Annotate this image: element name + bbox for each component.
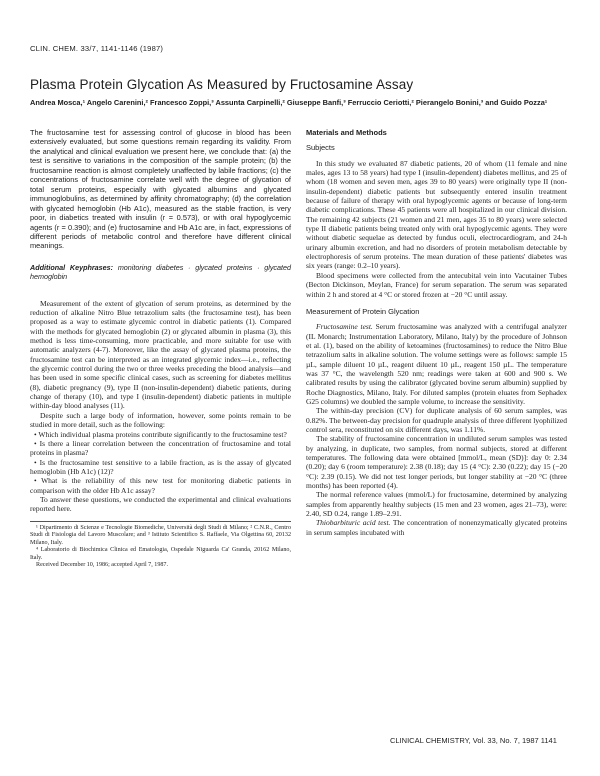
section-heading: Materials and Methods	[306, 128, 387, 137]
intro-paragraph: Measurement of the extent of glycation of serum proteins, as determined by the reduction of alkaline Nitro Blue tetrazolium salts (the fructosamine test), has been proposed as a way to estimate glycemic control in diabetic patients (1). Compared with the methods for glycated hemoglobin (2) or glycated albumin in plasma (3), this method is less time-consuming, more practicable, and more suitable for use with automatic analyzers (4-7). Moreover, like the assay of glycated plasma proteins, the fructosamine test can be interpreted as an integrated glycemic index—i.e., reflecting the glycemic control during the two or three weeks preceding the blood analysis—and has been used in some specific clinical cases, such as screening for diabetes mellitus (8), diabetic pregnancy (9), type II (non-insulin-dependent) diabetic patients, during change of therapy (10), and type I (insulin-dependent) diabetic patients in multiple within-day blood analyses (11).	[30, 298, 291, 411]
received-date: Received December 10, 1986; accepted April 7, 1987.	[36, 562, 168, 569]
keywords-text: monitoring diabetes · glycated proteins · glycated hemoglobin	[30, 262, 291, 282]
footnote: ¹ Dipartimento di Scienze e Tecnologie Biomediche, Università degli Studi di Milano; ² C.N.R., Centro Studi di Fisiologia del Lavoro Muscolare; and ³ Istituto Scientifico S. Raffaele, Via Olgettina 60, 20132 Milano, Italy.	[30, 524, 291, 546]
runin-fructosamine: Fructosamine test.	[316, 322, 373, 332]
left-column	[30, 128, 291, 570]
question-bullet: • Is there a linear correlation between the concentration of fructosamine and total proteins in plasma?	[30, 438, 291, 458]
keywords-label: Additional Keyphrases:	[30, 262, 114, 272]
question-bullet: • Is the fructosamine test sensitive to a labile fraction, as is the assay of glycated hemoglobin (Hb A1c) (12)?	[30, 457, 291, 476]
fructosamine-paragraph	[306, 322, 567, 406]
subsection-heading-subjects: Subjects	[306, 143, 335, 153]
author-list: Andrea Mosca,¹ Angelo Carenini,² Francesco Zoppi,³ Assunta Carpinelli,² Giuseppe Banfi,³ Ferruccio Ceriotti,² Pierangelo Bonini,³ and Guido Pozza¹	[30, 98, 548, 107]
footnote: ⁴ Laboratorio di Biochimica Clinica ed Ematologia, Ospedale Niguarda Ca' Granda, 20162 Milano, Italy.	[30, 547, 291, 561]
right-column	[306, 128, 567, 537]
intro-paragraph: Despite such a large body of information, however, some points remain to be studied in more detail, such as the following:	[30, 410, 291, 430]
runin-tba: Thiobarbituric acid test.	[316, 518, 391, 528]
page-footer: CLINICAL CHEMISTRY, Vol. 33, No. 7, 1987 1141	[390, 736, 557, 745]
tba-paragraph	[306, 518, 567, 537]
reference-paragraph: The normal reference values (mmol/L) for fructosamine, determined by analyzing samples from apparently healthy subjects (15 men and 23 women, ages 21–73), were: 2.40, SD 0.24, range 1.89–2.91.	[306, 490, 567, 519]
footnotes	[30, 521, 291, 570]
subsection-heading-measurement: Measurement of Protein Glycation	[306, 306, 420, 316]
journal-citation: CLIN. CHEM. 33/7, 1141-1146 (1987)	[30, 44, 164, 53]
article-title: Plasma Protein Glycation As Measured by Fructosamine Assay	[30, 77, 414, 92]
question-bullet: • What is the reliability of this new test for monitoring diabetic patients in comparison with the older Hb A1c assay?	[30, 476, 291, 495]
fructosamine-text: Serum fructosamine was analyzed with a centrifugal analyzer (IL Monarch; Instrumentation Laboratory, Milano, Italy) by the procedure of Johnson et al. (1), based on the ability of ketoamines (fructosamines) to reduce the Nitro Blue tetrazolium salts in alkaline solution. The volume settings were as follows: sample 15 µL, sample diluent 10 µL, reagent diluent 10 µL, reagent 150 µL. The temperature was 37 °C, the wavelength 520 nm; readings were taken at 600 and 900 s. We calibrated results by using the calibrator (glycated bovine serum albumin) supplied by Roche Diagnostics, Milano, Italy. For diluted samples (protein eluates from Sephadex G25 columns) we doubled the sample volume, to increase the sensitivity.	[306, 322, 567, 406]
question-bullet: • Which individual plasma proteins contribute significantly to the fructosamine test?	[34, 429, 287, 439]
keywords	[30, 263, 291, 282]
subjects-paragraph: Blood specimens were collected from the antecubital vein into Vacutainer Tubes (Becton Dickinson, Meylan, France) for serum separation. The serum was separated within 2 h and stored at 4 °C or stored frozen at −20 °C until assay.	[306, 270, 567, 299]
tba-text: The concentration of nonenzymatically glycated proteins in serum samples incubated with	[306, 518, 568, 537]
precision-paragraph: The within-day precision (CV) for duplicate analysis of 60 serum samples, was 0.82%. The between-day precision for quadruple analysis of three different lyophilized control sera, reconstituted on six different days, was 1.11%.	[306, 406, 567, 434]
intro-closing: To answer these questions, we conducted the experimental and clinical evaluations reported here.	[30, 494, 291, 514]
abstract: The fructosamine test for assessing control of glucose in blood has been extensively evaluated, but some questions remain regarding its validity. From the analytical and clinical evaluation we present here, we conclude that: (a) the test is sensitive to variations in the composition of the sample protein; (b) the fructosamine reaction is almost completely unaffected by labile fractions; (c) the concentrations of fructosamine correlate well with the degree of glycation of total serum proteins, especially with glycated albumins and glycated immunoglobulins, as determined by affinity chromatography; (d) the correlation with glycated hemoglobin (Hb A1c), measured as the stable fraction, is very poor, in diabetics treated with insulin (r = 0.573), or with oral hypoglycemic agents (r = 0.390); and (e) fructosamine and Hb A1c are, in fact, expressions of different periods of metabolic control and therefore have different clinical meanings.	[30, 128, 291, 251]
stability-paragraph: The stability of fructosamine concentration in undiluted serum samples was tested by analyzing, in duplicate, two samples, from normal subjects, stored at different temperatures. The following data were obtained [mmol/L, mean (SD)]: day 0: 2.34 (0.20); day 6 (room temperature): 2.38 (0.18); day 15 (4 °C): 2.30 (0.22); day 15 (−20 °C): 2.39 (0.15). We did not test longer periods, but longer stability at −20 °C (three months) has been reported (4).	[306, 434, 567, 491]
subjects-paragraph: In this study we evaluated 87 diabetic patients, 20 of whom (11 female and nine males, ages 13 to 58 years) had type I (insulin-dependent) diabetes mellitus, and 25 of whom (18 women and seven men, ages 39 to 80 years) were originally type II (non-insulin-dependent) diabetic patients but subsequently entered insulin treatment because of failure of therapy with oral hypoglycemic agents or because of long-term diabetic complications. These 45 patients were all hospitalized in our clinical division. The remaining 42 subjects (21 women and 21 men, ages 35 to 80 years) were selected type II diabetic patients being treated only with oral hypoglycemic agents. They were without diabetic sequelae as detected by fundus oculi, electrocardiogram, and 24-h urinary albumin excretion, and had no disorders of protein metabolism detectable by electrophoresis of serum proteins. The mean duration of these patients' diabetes was six years (range: 0.2–10 years).	[306, 158, 567, 271]
